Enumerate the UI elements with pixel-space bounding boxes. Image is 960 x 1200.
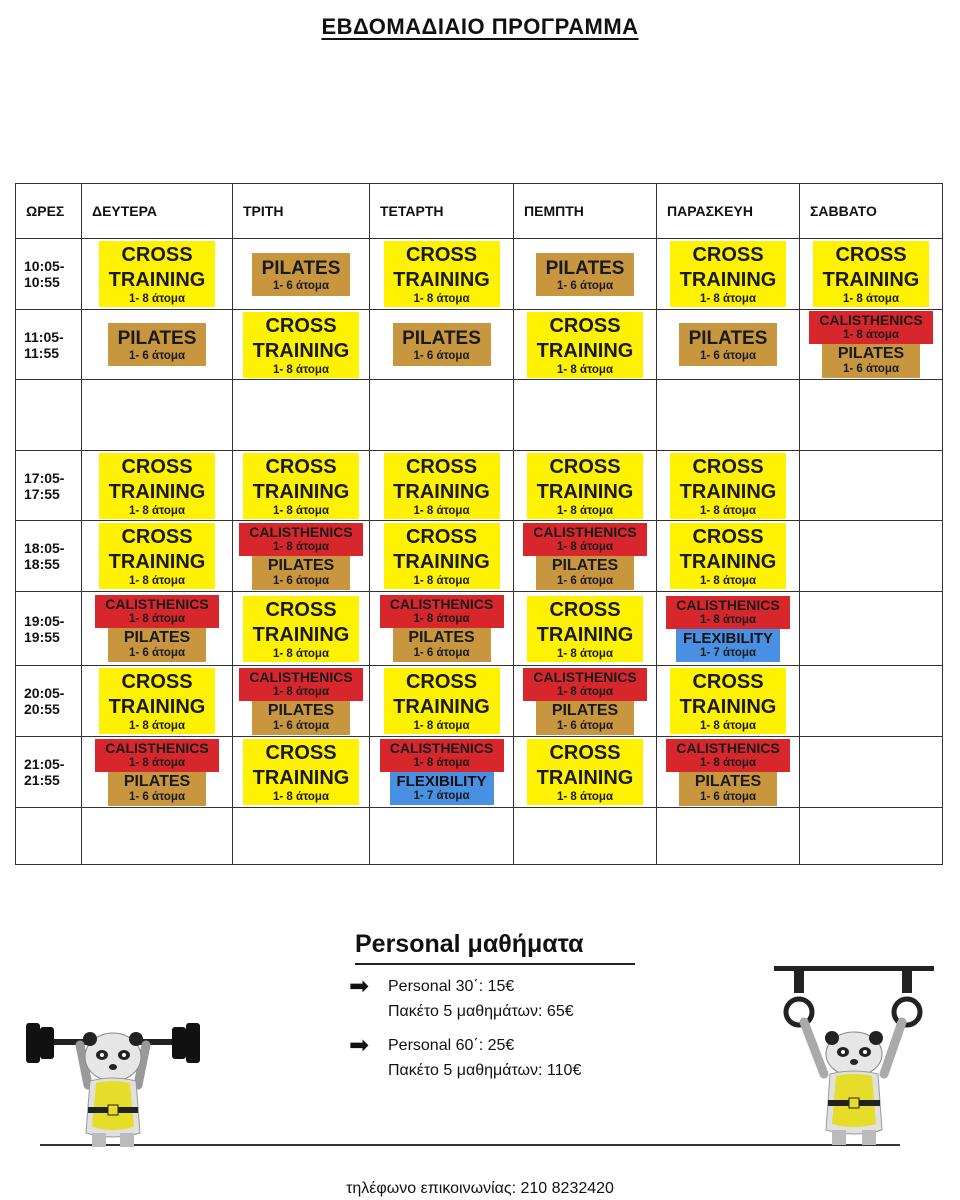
schedule-cell — [514, 808, 657, 865]
schedule-row — [16, 239, 943, 310]
schedule-row — [16, 808, 943, 865]
schedule-cell — [233, 310, 370, 380]
class-combo — [657, 739, 799, 806]
class-cross-training: CROSS TRAINING 1- 8 άτομα — [527, 312, 643, 378]
schedule-cell — [82, 592, 233, 666]
class-flexibility: FLEXIBILITY 1- 7 άτομα — [676, 629, 780, 662]
class-calisthenics: CALISTHENICS 1- 8 άτομα — [666, 596, 790, 629]
class-calisthenics: CALISTHENICS 1- 8 άτομα — [809, 311, 933, 344]
class-cross-training: CROSS TRAINING 1- 8 άτομα — [670, 523, 786, 589]
class-cross-training: CROSS TRAINING 1- 8 άτομα — [99, 668, 215, 734]
schedule-cell — [82, 451, 233, 521]
class-cross-training: CROSS TRAINING 1- 8 άτομα — [99, 453, 215, 519]
class-cross-training: CROSS TRAINING 1- 8 άτομα — [527, 739, 643, 805]
class-calisthenics: CALISTHENICS 1- 8 άτομα — [523, 668, 647, 701]
schedule-row — [16, 737, 943, 808]
schedule-cell — [233, 521, 370, 592]
class-cross-training: CROSS TRAINING 1- 8 άτομα — [384, 523, 500, 589]
personal-package: Πακέτο 5 μαθημάτων: 65€ — [388, 1003, 574, 1020]
schedule-row — [16, 451, 943, 521]
class-cross-training: CROSS TRAINING 1- 8 άτομα — [384, 668, 500, 734]
panda-rings-icon — [772, 962, 937, 1147]
time-slot: 10:05- 10:55 — [16, 239, 82, 310]
schedule-row — [16, 380, 943, 451]
schedule-cell — [514, 521, 657, 592]
class-combo — [82, 595, 232, 662]
schedule-cell — [370, 451, 514, 521]
schedule-row — [16, 521, 943, 592]
schedule-cell — [514, 380, 657, 451]
schedule-cell — [514, 451, 657, 521]
class-cross-training: CROSS TRAINING 1- 8 άτομα — [243, 739, 359, 805]
time-slot: 17:05- 17:55 — [16, 451, 82, 521]
schedule-cell — [657, 808, 800, 865]
schedule-cell — [233, 666, 370, 737]
class-cross-training: CROSS TRAINING 1- 8 άτομα — [670, 453, 786, 519]
schedule-cell — [800, 737, 943, 808]
schedule-cell — [370, 239, 514, 310]
class-combo — [233, 523, 369, 590]
class-flexibility: FLEXIBILITY 1- 7 άτομα — [390, 772, 494, 805]
time-slot — [16, 808, 82, 865]
schedule-row — [16, 592, 943, 666]
schedule-cell — [370, 666, 514, 737]
panda-weightlifter-icon — [18, 1015, 208, 1150]
class-cross-training: CROSS TRAINING 1- 8 άτομα — [99, 523, 215, 589]
schedule-cell — [800, 380, 943, 451]
schedule-cell — [82, 380, 233, 451]
personal-item — [349, 973, 635, 1024]
schedule-cell — [233, 592, 370, 666]
class-pilates: PILATES 1- 6 άτομα — [393, 323, 491, 366]
schedule-cell — [82, 666, 233, 737]
contact-phone: τηλέφωνο επικοινωνίας: 210 8232420 — [346, 1180, 614, 1197]
class-pilates: PILATES 1- 6 άτομα — [108, 772, 206, 806]
schedule-cell — [82, 310, 233, 380]
schedule-cell — [370, 310, 514, 380]
schedule-cell — [370, 380, 514, 451]
class-calisthenics: CALISTHENICS 1- 8 άτομα — [239, 523, 363, 556]
class-cross-training: CROSS TRAINING 1- 8 άτομα — [99, 241, 215, 307]
class-pilates: PILATES 1- 6 άτομα — [108, 628, 206, 662]
class-pilates: PILATES 1- 6 άτομα — [393, 628, 491, 662]
schedule-cell — [800, 239, 943, 310]
class-cross-training: CROSS TRAINING 1- 8 άτομα — [670, 668, 786, 734]
header-row — [16, 184, 943, 239]
class-combo — [370, 595, 513, 662]
weekly-schedule-table — [15, 183, 943, 865]
schedule-cell — [800, 521, 943, 592]
schedule-cell — [514, 310, 657, 380]
personal-item — [349, 1032, 635, 1083]
arrow-right-icon: ➡ — [349, 973, 370, 1000]
time-slot: 19:05- 19:55 — [16, 592, 82, 666]
header-monday: ΔΕΥΤΕΡΑ — [82, 184, 233, 239]
class-pilates: PILATES 1- 6 άτομα — [679, 323, 777, 366]
personal-lessons — [349, 930, 635, 1083]
header-saturday: ΣΑΒΒΑΤΟ — [800, 184, 943, 239]
class-calisthenics: CALISTHENICS 1- 8 άτομα — [95, 739, 219, 772]
header-friday: ΠΑΡΑΣΚΕΥΗ — [657, 184, 800, 239]
personal-price: Personal 60΄: 25€ — [388, 1037, 515, 1054]
class-cross-training: CROSS TRAINING 1- 8 άτομα — [670, 241, 786, 307]
schedule-cell — [657, 737, 800, 808]
time-slot: 11:05- 11:55 — [16, 310, 82, 380]
class-pilates: PILATES 1- 6 άτομα — [536, 253, 634, 296]
header-thursday: ΠΕΜΠΤΗ — [514, 184, 657, 239]
schedule-cell — [370, 521, 514, 592]
schedule-cell — [800, 808, 943, 865]
class-pilates: PILATES 1- 6 άτομα — [252, 253, 350, 296]
time-slot: 21:05- 21:55 — [16, 737, 82, 808]
class-cross-training: CROSS TRAINING 1- 8 άτομα — [813, 241, 929, 307]
time-slot — [16, 380, 82, 451]
class-cross-training: CROSS TRAINING 1- 8 άτομα — [527, 453, 643, 519]
class-calisthenics: CALISTHENICS 1- 8 άτομα — [380, 739, 504, 772]
schedule-row — [16, 666, 943, 737]
class-combo — [233, 668, 369, 735]
schedule-cell — [370, 808, 514, 865]
class-cross-training: CROSS TRAINING 1- 8 άτομα — [243, 453, 359, 519]
class-pilates: PILATES 1- 6 άτομα — [536, 556, 634, 590]
class-calisthenics: CALISTHENICS 1- 8 άτομα — [666, 739, 790, 772]
schedule-cell — [800, 451, 943, 521]
class-cross-training: CROSS TRAINING 1- 8 άτομα — [527, 596, 643, 662]
schedule-cell — [657, 451, 800, 521]
class-combo — [657, 596, 799, 662]
schedule-cell — [82, 737, 233, 808]
personal-package: Πακέτο 5 μαθημάτων: 110€ — [388, 1062, 582, 1079]
schedule-cell — [800, 310, 943, 380]
class-pilates: PILATES 1- 6 άτομα — [252, 701, 350, 735]
schedule-cell — [233, 808, 370, 865]
schedule-cell — [82, 521, 233, 592]
arrow-right-icon: ➡ — [349, 1032, 370, 1059]
time-slot: 20:05- 20:55 — [16, 666, 82, 737]
time-slot: 18:05- 18:55 — [16, 521, 82, 592]
schedule-cell — [657, 521, 800, 592]
schedule-cell — [514, 239, 657, 310]
class-combo — [370, 739, 513, 805]
schedule-cell — [370, 592, 514, 666]
class-cross-training: CROSS TRAINING 1- 8 άτομα — [384, 453, 500, 519]
schedule-cell — [370, 737, 514, 808]
class-pilates: PILATES 1- 6 άτομα — [536, 701, 634, 735]
schedule-cell — [657, 666, 800, 737]
class-calisthenics: CALISTHENICS 1- 8 άτομα — [95, 595, 219, 628]
schedule-cell — [514, 666, 657, 737]
class-cross-training: CROSS TRAINING 1- 8 άτομα — [243, 596, 359, 662]
personal-price: Personal 30΄: 15€ — [388, 978, 515, 995]
class-combo — [800, 311, 942, 378]
schedule-cell — [657, 239, 800, 310]
class-cross-training: CROSS TRAINING 1- 8 άτομα — [384, 241, 500, 307]
header-hours: ΩΡΕΣ — [16, 184, 82, 239]
class-pilates: PILATES 1- 6 άτομα — [108, 323, 206, 366]
class-calisthenics: CALISTHENICS 1- 8 άτομα — [523, 523, 647, 556]
schedule-cell — [233, 239, 370, 310]
schedule-cell — [800, 592, 943, 666]
schedule-cell — [233, 380, 370, 451]
class-pilates: PILATES 1- 6 άτομα — [252, 556, 350, 590]
class-calisthenics: CALISTHENICS 1- 8 άτομα — [239, 668, 363, 701]
class-combo — [514, 668, 656, 735]
schedule-row — [16, 310, 943, 380]
class-combo — [82, 739, 232, 806]
class-calisthenics: CALISTHENICS 1- 8 άτομα — [380, 595, 504, 628]
schedule-cell — [514, 592, 657, 666]
personal-heading: Personal μαθήματα — [355, 930, 635, 965]
class-pilates: PILATES 1- 6 άτομα — [822, 344, 920, 378]
schedule-cell — [800, 666, 943, 737]
class-pilates: PILATES 1- 6 άτομα — [679, 772, 777, 806]
class-cross-training: CROSS TRAINING 1- 8 άτομα — [243, 312, 359, 378]
header-tuesday: ΤΡΙΤΗ — [233, 184, 370, 239]
schedule-cell — [657, 592, 800, 666]
header-wednesday: ΤΕΤΑΡΤΗ — [370, 184, 514, 239]
schedule-cell — [82, 808, 233, 865]
page-title: ΕΒΔΟΜΑΔΙΑΙΟ ΠΡΟΓΡΑΜΜΑ — [321, 14, 639, 39]
schedule-cell — [233, 451, 370, 521]
schedule-cell — [233, 737, 370, 808]
schedule-cell — [657, 380, 800, 451]
class-combo — [514, 523, 656, 590]
schedule-cell — [82, 239, 233, 310]
schedule-cell — [657, 310, 800, 380]
schedule-cell — [514, 737, 657, 808]
